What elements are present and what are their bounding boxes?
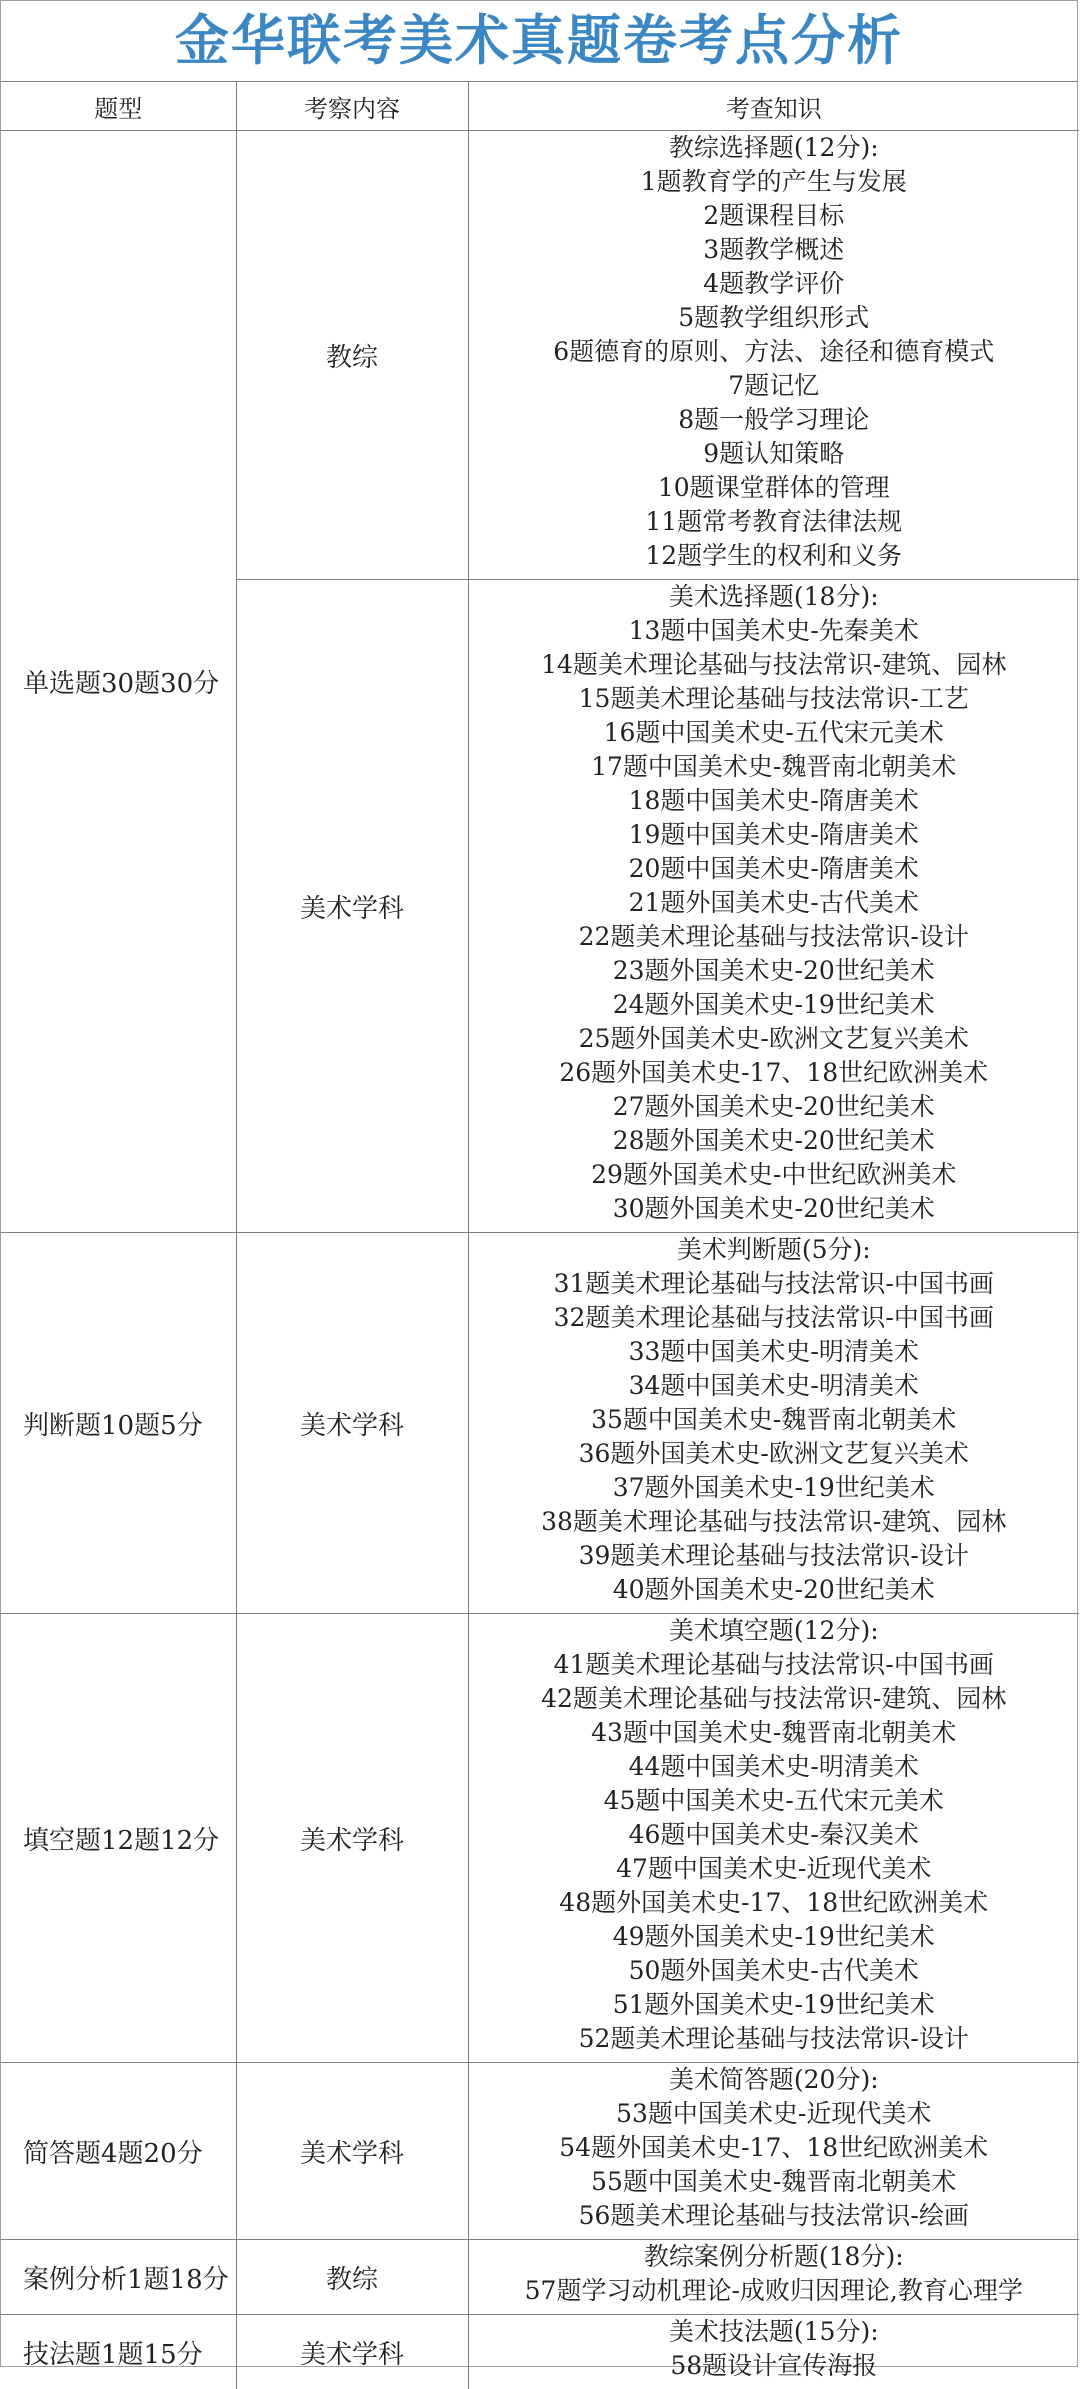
knowledge-item: 38题美术理论基础与技法常识-建筑、园林 — [469, 1505, 1080, 1539]
knowledge-item: 53题中国美术史-近现代美术 — [469, 2097, 1080, 2131]
knowledge-item: 12题学生的权利和义务 — [469, 539, 1080, 573]
knowledge-item: 26题外国美术史-17、18世纪欧洲美术 — [469, 1056, 1080, 1090]
knowledge-item: 9题认知策略 — [469, 437, 1080, 471]
knowledge-item: 56题美术理论基础与技法常识-绘画 — [469, 2199, 1080, 2233]
question-type-cell: 简答题4题20分 — [1, 2063, 236, 2240]
knowledge-lines — [469, 2315, 1080, 2389]
knowledge-cell — [468, 2240, 1079, 2315]
knowledge-item: 21题外国美术史-古代美术 — [469, 886, 1080, 920]
exam-content-cell: 教综 — [236, 2240, 468, 2315]
exam-content-cell: 美术学科 — [236, 2315, 468, 2389]
exam-content-cell: 美术学科 — [236, 580, 468, 1233]
knowledge-item: 20题中国美术史-隋唐美术 — [469, 852, 1080, 886]
header-question-type: 题型 — [1, 82, 236, 131]
knowledge-lines — [469, 1614, 1080, 2062]
knowledge-item: 32题美术理论基础与技法常识-中国书画 — [469, 1301, 1080, 1335]
knowledge-item: 57题学习动机理论-成败归因理论,教育心理学 — [469, 2274, 1080, 2308]
table-row — [1, 131, 1079, 580]
knowledge-lines — [469, 1233, 1080, 1613]
table-header-row — [1, 82, 1079, 131]
exam-content-cell: 美术学科 — [236, 1614, 468, 2063]
question-type-cell: 填空题12题12分 — [1, 1614, 236, 2063]
knowledge-item: 28题外国美术史-20世纪美术 — [469, 1124, 1080, 1158]
knowledge-cell — [468, 1233, 1079, 1614]
knowledge-item: 25题外国美术史-欧洲文艺复兴美术 — [469, 1022, 1080, 1056]
knowledge-item: 55题中国美术史-魏晋南北朝美术 — [469, 2165, 1080, 2199]
knowledge-item: 51题外国美术史-19世纪美术 — [469, 1988, 1080, 2022]
knowledge-lines — [469, 2240, 1080, 2314]
knowledge-item: 23题外国美术史-20世纪美术 — [469, 954, 1080, 988]
table-row — [1, 2063, 1079, 2240]
question-type-cell: 案例分析1题18分 — [1, 2240, 236, 2315]
knowledge-item: 43题中国美术史-魏晋南北朝美术 — [469, 1716, 1080, 1750]
knowledge-item: 48题外国美术史-17、18世纪欧洲美术 — [469, 1886, 1080, 1920]
knowledge-item: 17题中国美术史-魏晋南北朝美术 — [469, 750, 1080, 784]
page-title: 金华联考美术真题卷考点分析 — [1, 1, 1077, 82]
knowledge-item: 15题美术理论基础与技法常识-工艺 — [469, 682, 1080, 716]
knowledge-item: 42题美术理论基础与技法常识-建筑、园林 — [469, 1682, 1080, 1716]
knowledge-item: 50题外国美术史-古代美术 — [469, 1954, 1080, 1988]
knowledge-item: 46题中国美术史-秦汉美术 — [469, 1818, 1080, 1852]
knowledge-item: 27题外国美术史-20世纪美术 — [469, 1090, 1080, 1124]
knowledge-item: 47题中国美术史-近现代美术 — [469, 1852, 1080, 1886]
knowledge-cell — [468, 1614, 1079, 2063]
knowledge-item: 41题美术理论基础与技法常识-中国书画 — [469, 1648, 1080, 1682]
section-heading: 教综选择题(12分): — [469, 131, 1080, 165]
knowledge-item: 37题外国美术史-19世纪美术 — [469, 1471, 1080, 1505]
table-row — [1, 2315, 1079, 2389]
knowledge-item: 4题教学评价 — [469, 267, 1080, 301]
section-heading: 美术判断题(5分): — [469, 1233, 1080, 1267]
table-row — [1, 1233, 1079, 1614]
knowledge-item: 29题外国美术史-中世纪欧洲美术 — [469, 1158, 1080, 1192]
knowledge-item: 24题外国美术史-19世纪美术 — [469, 988, 1080, 1022]
knowledge-item: 30题外国美术史-20世纪美术 — [469, 1192, 1080, 1226]
knowledge-item: 58题设计宣传海报 — [469, 2349, 1080, 2383]
knowledge-cell — [468, 131, 1079, 580]
knowledge-item: 5题教学组织形式 — [469, 301, 1080, 335]
knowledge-item: 40题外国美术史-20世纪美术 — [469, 1573, 1080, 1607]
knowledge-item: 11题常考教育法律法规 — [469, 505, 1080, 539]
knowledge-cell — [468, 580, 1079, 1233]
knowledge-item: 18题中国美术史-隋唐美术 — [469, 784, 1080, 818]
knowledge-item: 39题美术理论基础与技法常识-设计 — [469, 1539, 1080, 1573]
knowledge-lines — [469, 131, 1080, 579]
knowledge-item: 10题课堂群体的管理 — [469, 471, 1080, 505]
question-type-cell: 技法题1题15分 — [1, 2315, 236, 2389]
question-type-cell: 单选题30题30分 — [1, 131, 236, 1233]
section-heading: 美术简答题(20分): — [469, 2063, 1080, 2097]
knowledge-item: 36题外国美术史-欧洲文艺复兴美术 — [469, 1437, 1080, 1471]
knowledge-item: 19题中国美术史-隋唐美术 — [469, 818, 1080, 852]
knowledge-item: 16题中国美术史-五代宋元美术 — [469, 716, 1080, 750]
knowledge-item: 3题教学概述 — [469, 233, 1080, 267]
section-heading: 教综案例分析题(18分): — [469, 2240, 1080, 2274]
header-knowledge: 考查知识 — [468, 82, 1079, 131]
knowledge-item: 14题美术理论基础与技法常识-建筑、园林 — [469, 648, 1080, 682]
knowledge-item: 52题美术理论基础与技法常识-设计 — [469, 2022, 1080, 2056]
knowledge-item: 2题课程目标 — [469, 199, 1080, 233]
knowledge-item: 13题中国美术史-先秦美术 — [469, 614, 1080, 648]
knowledge-item: 44题中国美术史-明清美术 — [469, 1750, 1080, 1784]
knowledge-item: 31题美术理论基础与技法常识-中国书画 — [469, 1267, 1080, 1301]
knowledge-item: 7题记忆 — [469, 369, 1080, 403]
section-heading: 美术填空题(12分): — [469, 1614, 1080, 1648]
knowledge-item: 8题一般学习理论 — [469, 403, 1080, 437]
knowledge-item: 35题中国美术史-魏晋南北朝美术 — [469, 1403, 1080, 1437]
exam-content-cell: 美术学科 — [236, 1233, 468, 1614]
knowledge-item: 1题教育学的产生与发展 — [469, 165, 1080, 199]
exam-content-cell: 美术学科 — [236, 2063, 468, 2240]
knowledge-item: 22题美术理论基础与技法常识-设计 — [469, 920, 1080, 954]
exam-analysis-table — [1, 82, 1079, 2389]
knowledge-item: 45题中国美术史-五代宋元美术 — [469, 1784, 1080, 1818]
knowledge-item: 54题外国美术史-17、18世纪欧洲美术 — [469, 2131, 1080, 2165]
knowledge-lines — [469, 580, 1080, 1232]
knowledge-lines — [469, 2063, 1080, 2239]
question-type-cell: 判断题10题5分 — [1, 1233, 236, 1614]
knowledge-cell — [468, 2315, 1079, 2389]
table-row — [1, 2240, 1079, 2315]
table-row — [1, 1614, 1079, 2063]
section-heading: 美术选择题(18分): — [469, 580, 1080, 614]
section-heading: 美术技法题(15分): — [469, 2315, 1080, 2349]
knowledge-item: 49题外国美术史-19世纪美术 — [469, 1920, 1080, 1954]
knowledge-item: 33题中国美术史-明清美术 — [469, 1335, 1080, 1369]
exam-content-cell: 教综 — [236, 131, 468, 580]
knowledge-item: 34题中国美术史-明清美术 — [469, 1369, 1080, 1403]
knowledge-cell — [468, 2063, 1079, 2240]
knowledge-item: 6题德育的原则、方法、途径和德育模式 — [469, 335, 1080, 369]
table-body — [1, 131, 1079, 2389]
header-exam-content: 考察内容 — [236, 82, 468, 131]
